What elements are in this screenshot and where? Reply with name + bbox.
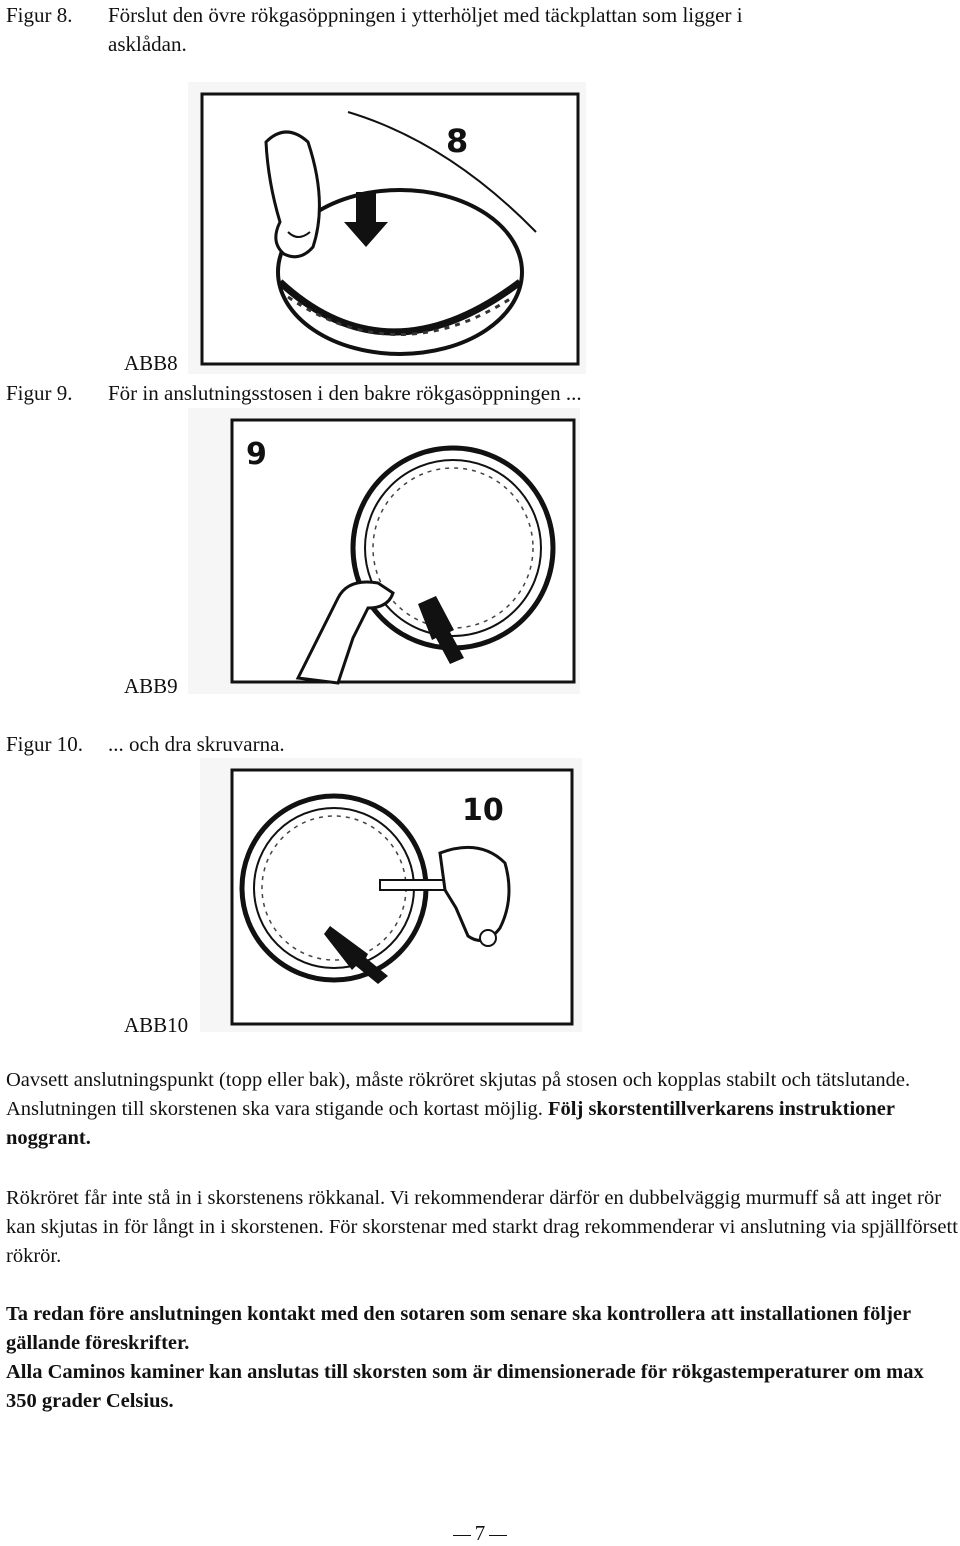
paragraph-flue-pipe (6, 1184, 958, 1271)
page-number (0, 1520, 960, 1546)
page-number-value: 7 (474, 1521, 486, 1545)
figure-8-caption-line-2: asklådan. (108, 32, 187, 56)
paragraph-chimney-sweep: Ta redan före anslutningen kontakt med den sotaren som senare ska kontrollera att installationen följer gällande föreskrifter. (6, 1303, 911, 1354)
figure-10-illustration (200, 758, 582, 1032)
paragraph-connection (6, 1066, 958, 1153)
dash-left (453, 1535, 471, 1536)
paragraph-temperature: Alla Caminos kaminer kan anslutas till skorsten som är dimensionerade för rökgastemperaturer om max 350 grader Celsius. (6, 1361, 924, 1412)
paragraph-flue-pipe-text: Rökröret får inte stå in i skorstenens rökkanal. Vi rekommenderar därför en dubbelväggig murmuff så att inget rör kan skjutas in för långt in i skorstenen. För skorstenar med starkt drag rekommenderar vi anslutning via spjällförsett rökrör. (6, 1187, 958, 1267)
figure-8-number: 8 (446, 122, 469, 160)
figure-9-illustration (188, 408, 580, 694)
figure-10-abb-label: ABB10 (124, 1013, 189, 1037)
figure-9-number: 9 (246, 437, 267, 472)
figure-8-abb-label: ABB8 (124, 351, 178, 375)
figure-9-caption-line-1: För in anslutningsstosen i den bakre rökgasöppningen ... (108, 381, 582, 405)
figure-8-illustration (188, 82, 586, 374)
figure-8-label: Figur 8. (6, 3, 73, 27)
figure-10-caption-line-1: ... och dra skruvarna. (108, 732, 285, 756)
paragraph-connection-bold: Följ skorstentillverkarens instruktioner noggrant. (6, 1098, 895, 1149)
figure-9-label: Figur 9. (6, 381, 73, 405)
figure-9-abb-label: ABB9 (124, 674, 178, 698)
paragraph-connection-text: Oavsett anslutningspunkt (topp eller bak), måste rökröret skjutas på stosen och kopplas stabilt och tätslutande. Anslutningen till skorstenen ska vara stigande och kortast möjlig. (6, 1069, 911, 1120)
figure-10-label: Figur 10. (6, 732, 84, 756)
dash-right (489, 1535, 507, 1536)
figure-10-number: 10 (462, 793, 504, 828)
figure-8-caption-line-1: Förslut den övre rökgasöppningen i ytterhöljet med täckplattan som ligger i (108, 3, 743, 27)
